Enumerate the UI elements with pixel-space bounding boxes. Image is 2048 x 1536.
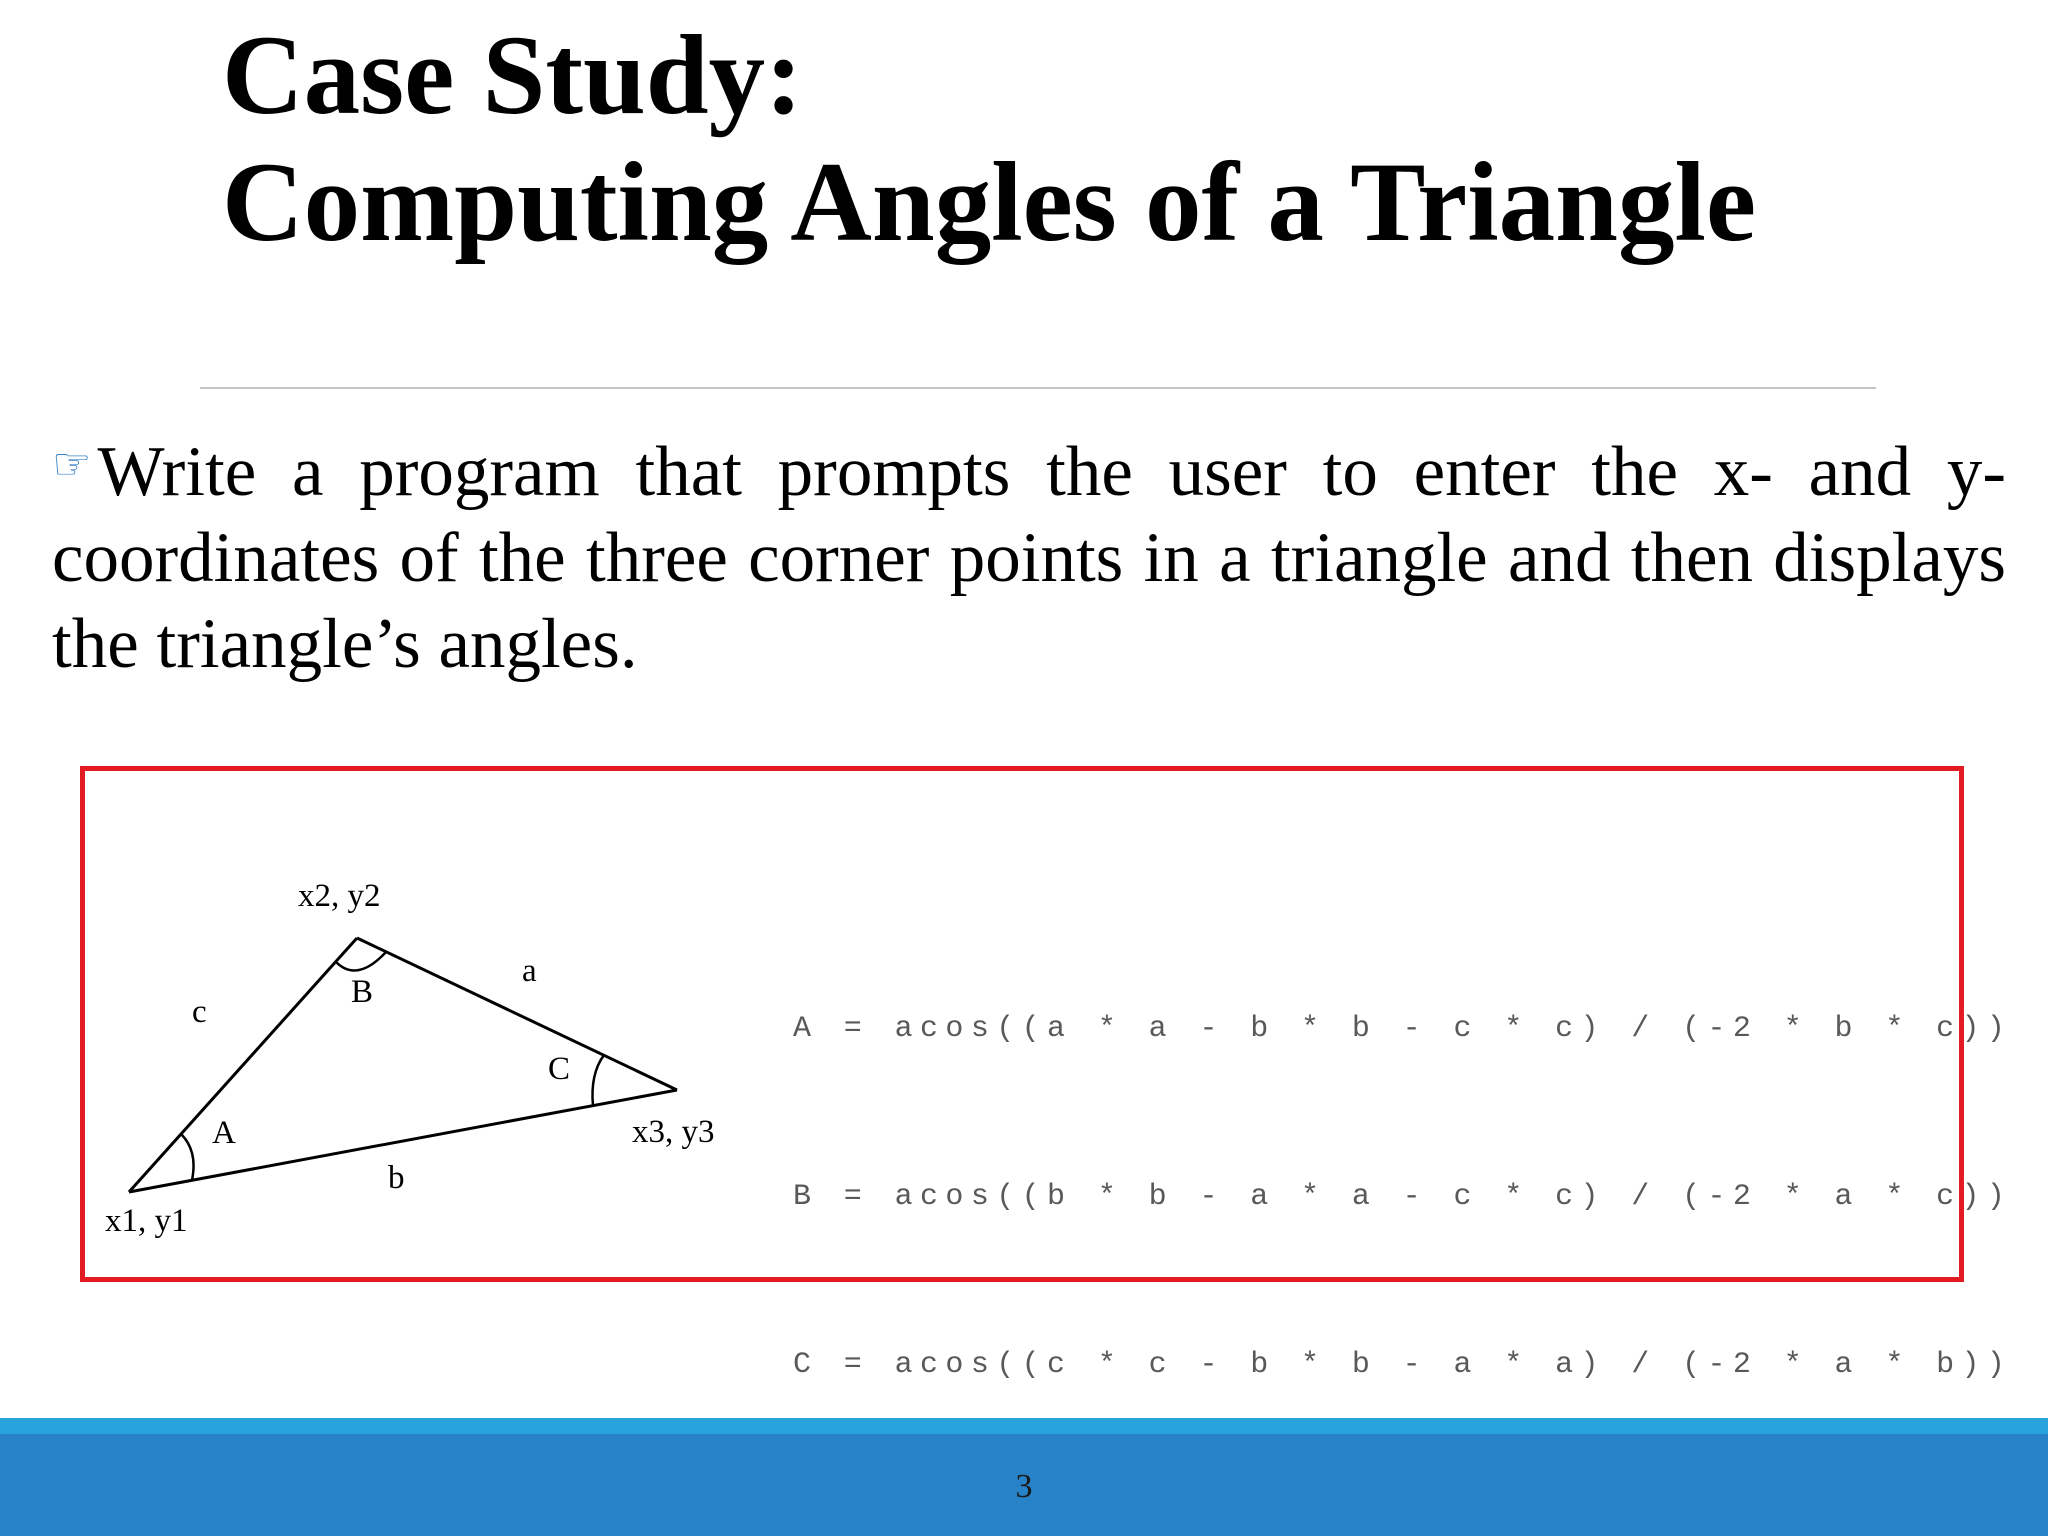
page-number: 3 <box>1015 1468 1033 1505</box>
formula-a: A = acos((a * a - b * b - c * c) / (-2 * b * c)) <box>793 1012 2013 1046</box>
body-text: Write a program that prompts the user to enter the x- and y-coordinates of the three corner points in a triangle and then displays the triangle’s angles. <box>52 433 2006 683</box>
footer-stripe <box>0 1418 2048 1434</box>
side-a-line <box>357 938 677 1090</box>
side-label-c: c <box>192 994 207 1030</box>
title-divider <box>200 387 1876 389</box>
side-label-b: b <box>388 1160 405 1196</box>
triangle-diagram <box>85 771 805 1277</box>
angle-c-arc <box>592 1055 604 1106</box>
side-label-a: a <box>522 953 537 989</box>
angle-label-c: C <box>548 1051 571 1087</box>
title-line-1: Case Study: <box>222 13 803 138</box>
pointing-hand-icon: ☞ <box>52 440 92 489</box>
angle-a-arc <box>181 1134 194 1180</box>
formula-b: B = acos((b * b - a * a - c * c) / (-2 * a * c)) <box>793 1180 2013 1214</box>
angle-label-a: A <box>212 1115 236 1151</box>
body-paragraph <box>52 422 2006 687</box>
angle-label-b: B <box>351 974 374 1010</box>
slide-title <box>222 12 1756 266</box>
vertex-label-x1y1: x1, y1 <box>105 1203 188 1239</box>
side-c-line <box>129 938 357 1192</box>
formula-c: C = acos((c * c - b * b - a * a) / (-2 * a * b)) <box>793 1348 2013 1382</box>
angle-formulas <box>793 889 2012 1505</box>
vertex-label-x3y3: x3, y3 <box>632 1114 715 1150</box>
figure-frame <box>80 766 2013 1382</box>
vertex-label-x2y2: x2, y2 <box>298 878 381 914</box>
title-line-2: Computing Angles of a Triangle <box>222 140 1757 265</box>
